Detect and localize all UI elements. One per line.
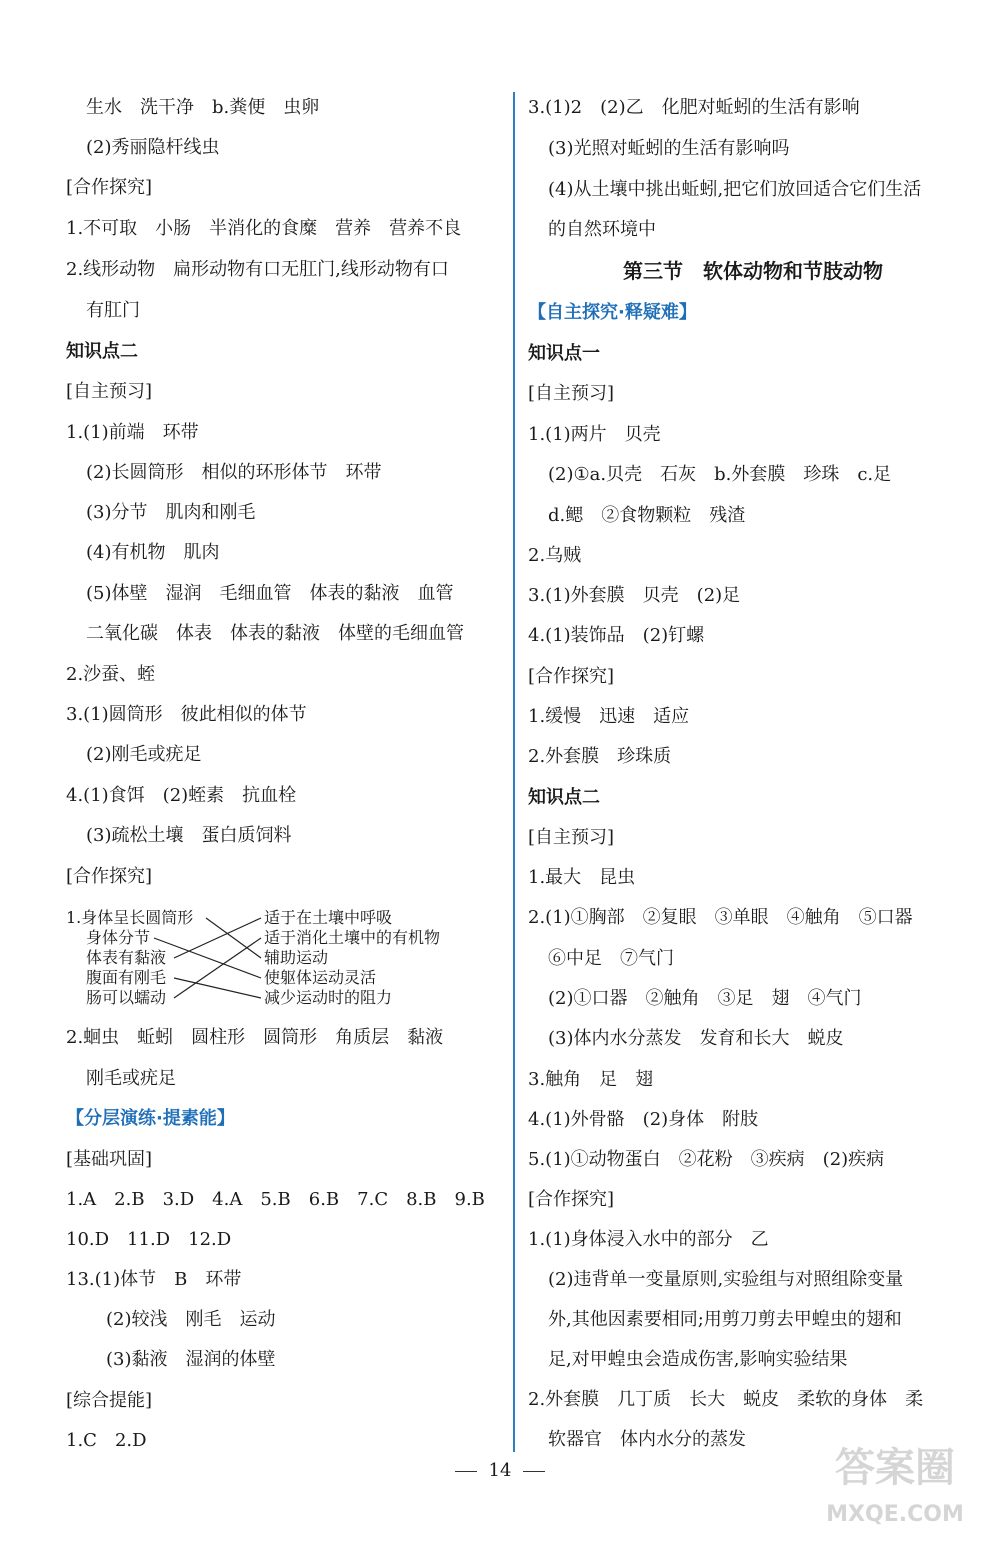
answer-line: (3)疏松土壤 蛋白质饲料 — [86, 825, 292, 846]
answer-line: 2.外套膜 几丁质 长大 蜕皮 柔软的身体 柔 — [528, 1389, 924, 1410]
page-number-value: 14 — [488, 1460, 512, 1481]
answer-line: (2)刚毛或疣足 — [86, 744, 202, 765]
match-left-item: 肠可以蠕动 — [86, 988, 167, 1007]
answer-line: 1.不可取 小肠 半消化的食糜 营养 营养不良 — [66, 218, 462, 239]
answer-line: d.鳃 ②食物颗粒 残渣 — [548, 505, 746, 526]
match-connector — [174, 938, 261, 998]
subsection-heading: [合作探究] — [66, 177, 153, 198]
answer-line: 3.触角 足 翅 — [528, 1069, 654, 1090]
answer-line: (3)分节 肌肉和刚毛 — [86, 502, 256, 523]
answer-line: (2)①a.贝壳 石灰 b.外套膜 珍珠 c.足 — [548, 464, 892, 485]
subsection-heading: [合作探究] — [528, 1189, 615, 1210]
answer-line: (2)长圆筒形 相似的环形体节 环带 — [86, 462, 382, 483]
answer-line: 3.(1)圆筒形 彼此相似的体节 — [66, 704, 307, 725]
subsection-heading: [自主预习] — [528, 383, 615, 404]
answer-line: 2.外套膜 珍珠质 — [528, 746, 672, 767]
answer-line: (4)从土壤中挑出蚯蚓,把它们放回适合它们生活 — [548, 179, 922, 200]
section-title: 第三节 软体动物和节肢动物 — [623, 259, 883, 283]
match-right-item: 适于消化土壤中的有机物 — [264, 928, 441, 947]
page-number-dash — [455, 1471, 477, 1472]
answer-line: (4)有机物 肌肉 — [86, 542, 220, 563]
watermark-logo — [810, 1426, 980, 1536]
match-right-item: 辅助运动 — [264, 948, 329, 967]
answer-line: 1.C 2.D — [66, 1430, 147, 1451]
subsection-heading: [合作探究] — [66, 866, 153, 887]
answer-line: 13.(1)体节 B 环带 — [66, 1269, 242, 1290]
subsection-heading: [合作探究] — [528, 666, 615, 687]
match-connector — [206, 918, 261, 958]
answer-line: (2)①口器 ②触角 ③足 翅 ④气门 — [548, 988, 862, 1009]
match-right-item: 使躯体运动灵活 — [264, 968, 377, 987]
answer-line: 5.(1)①动物蛋白 ②花粉 ③疾病 (2)疾病 — [528, 1149, 885, 1170]
watermark-text-cn: 答案圈 — [835, 1445, 955, 1491]
match-right-item: 适于在土壤中呼吸 — [264, 908, 393, 927]
section-label: 【分层演练·提素能】 — [66, 1108, 235, 1129]
answer-line: 外,其他因素要相同;用剪刀剪去甲蝗虫的翅和 — [548, 1309, 902, 1330]
answer-line: (5)体壁 湿润 毛细血管 体表的黏液 血管 — [86, 583, 454, 604]
match-right-item: 减少运动时的阻力 — [264, 988, 393, 1007]
page-number-dash — [523, 1471, 545, 1472]
subsection-heading: [基础巩固] — [66, 1149, 153, 1170]
answer-line: (3)光照对蚯蚓的生活有影响吗 — [548, 138, 790, 159]
answer-line: 1.(1)两片 贝壳 — [528, 424, 661, 445]
matching-diagram — [66, 906, 496, 1016]
answer-line: 4.(1)装饰品 (2)钉螺 — [528, 625, 705, 646]
answer-line: 1.缓慢 迅速 适应 — [528, 706, 690, 727]
answer-line: 4.(1)食饵 (2)蛭素 抗血栓 — [66, 785, 297, 806]
answer-line: 软器官 体内水分的蒸发 — [548, 1429, 746, 1450]
match-connector — [174, 978, 261, 998]
watermark-text-en: MXQE.COM — [826, 1502, 964, 1527]
column-divider — [513, 92, 515, 1452]
knowledge-point-heading: 知识点二 — [66, 341, 138, 362]
answer-line: 2.线形动物 扁形动物有口无肛门,线形动物有口 — [66, 259, 449, 280]
answer-line: 2.(1)①胸部 ②复眼 ③单眼 ④触角 ⑤口器 — [528, 907, 913, 928]
answer-line: ⑥中足 ⑦气门 — [548, 948, 674, 969]
answer-line: (2)秀丽隐杆线虫 — [86, 137, 220, 158]
answer-line: 10.D 11.D 12.D — [66, 1229, 232, 1250]
answer-line: 的自然环境中 — [548, 219, 656, 240]
answer-line: 足,对甲蝗虫会造成伤害,影响实验结果 — [548, 1349, 848, 1370]
answer-line: 2.蛔虫 蚯蚓 圆柱形 圆筒形 角质层 黏液 — [66, 1027, 444, 1048]
subsection-heading: [自主预习] — [66, 381, 153, 402]
subsection-heading: [自主预习] — [528, 827, 615, 848]
knowledge-point-heading: 知识点一 — [528, 343, 600, 364]
answer-line: 2.乌贼 — [528, 545, 582, 566]
answer-line: 1.(1)身体浸入水中的部分 乙 — [528, 1229, 769, 1250]
match-left-item: 体表有黏液 — [86, 948, 167, 967]
answer-line: 4.(1)外骨骼 (2)身体 附肢 — [528, 1109, 759, 1130]
answer-line: 生水 洗干净 b.粪便 虫卵 — [86, 97, 320, 118]
answer-line: (2)违背单一变量原则,实验组与对照组除变量 — [548, 1269, 904, 1290]
answer-line: 1.A 2.B 3.D 4.A 5.B 6.B 7.C 8.B 9.B — [66, 1189, 485, 1210]
answer-line: 1.(1)前端 环带 — [66, 422, 199, 443]
knowledge-point-heading: 知识点二 — [528, 787, 600, 808]
answer-line: (2)较浅 刚毛 运动 — [106, 1309, 276, 1330]
answer-line: 3.(1)2 (2)乙 化肥对蚯蚓的生活有影响 — [528, 97, 860, 118]
match-left-item: 腹面有刚毛 — [86, 968, 167, 987]
subsection-heading: [综合提能] — [66, 1390, 153, 1411]
answer-line: 3.(1)外套膜 贝壳 (2)足 — [528, 585, 741, 606]
answer-line: (3)体内水分蒸发 发育和长大 蜕皮 — [548, 1028, 844, 1049]
answer-line: (3)黏液 湿润的体壁 — [106, 1349, 276, 1370]
section-label: 【自主探究·释疑难】 — [528, 302, 697, 323]
match-left-item: 1.身体呈长圆筒形 — [66, 908, 194, 927]
answer-line: 1.最大 昆虫 — [528, 867, 636, 888]
match-left-item: 身体分节 — [86, 928, 151, 947]
answer-line: 二氧化碳 体表 体表的黏液 体壁的毛细血管 — [86, 623, 464, 644]
match-connector — [154, 938, 261, 978]
answer-line: 2.沙蚕、蛭 — [66, 664, 156, 685]
answer-line: 刚毛或疣足 — [86, 1068, 176, 1089]
answer-line: 有肛门 — [86, 300, 140, 321]
